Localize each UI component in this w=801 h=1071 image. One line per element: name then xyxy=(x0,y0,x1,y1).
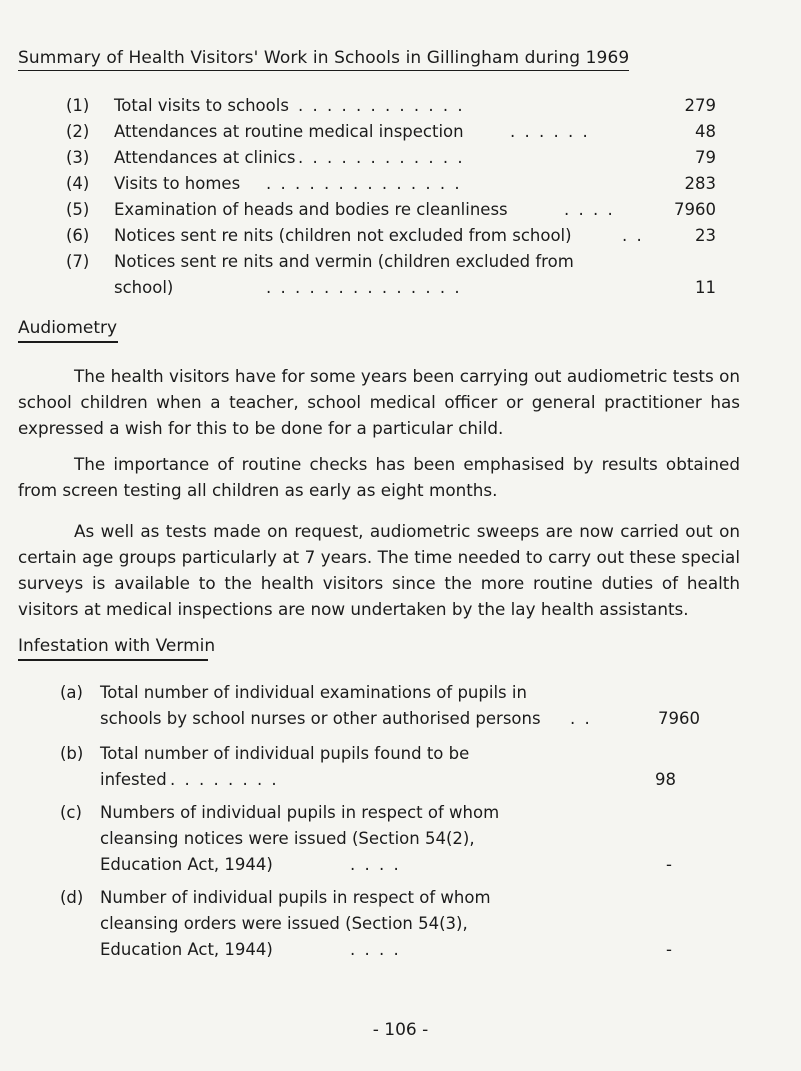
list-item xyxy=(60,885,700,963)
item-line: Total number of individual pupils found to be xyxy=(100,744,470,763)
item-letter: (c) xyxy=(60,803,82,822)
item-value: 11 xyxy=(695,278,716,297)
item-label: Attendances at clinics xyxy=(114,148,296,167)
paragraph-text: The importance of routine checks has been emphasised by results obtained from screen testing all children as early as eight months. xyxy=(18,454,740,500)
item-value: - xyxy=(666,940,672,959)
infestation-heading-text: Infestation with Vermin xyxy=(18,636,216,656)
infestation-heading xyxy=(18,636,215,656)
item-letter: (a) xyxy=(60,683,83,702)
item-label xyxy=(100,885,560,963)
list-item xyxy=(66,148,716,174)
item-line: cleansing notices were issued (Section 54(2), xyxy=(100,829,475,848)
item-line: cleansing orders were issued (Section 54(3), xyxy=(100,914,468,933)
list-item xyxy=(66,200,716,226)
item-number: (7) xyxy=(66,252,90,271)
item-label: Attendances at routine medical inspection xyxy=(114,122,464,141)
leader-dots: . . . . . . xyxy=(510,122,590,141)
audiometry-heading-text: Audiometry xyxy=(18,318,118,338)
item-value: 7960 xyxy=(658,709,700,728)
page-number: - 106 - xyxy=(372,1020,429,1040)
item-value: 98 xyxy=(655,770,676,789)
item-line: Number of individual pupils in respect of whom xyxy=(100,888,491,907)
item-value: 23 xyxy=(695,226,716,245)
item-label: Total visits to schools xyxy=(114,96,289,115)
heading-underline xyxy=(18,659,208,661)
list-item xyxy=(60,741,700,793)
paragraph-text: The health visitors have for some years been carrying out audiometric tests on school children when a teacher, school medical officer or general practitioner has expressed a wish for this to be done for a particular child. xyxy=(18,366,740,438)
item-label xyxy=(100,741,560,793)
item-line: schools by school nurses or other authorised persons xyxy=(100,709,541,728)
item-value: - xyxy=(666,855,672,874)
paragraph-text: As well as tests made on request, audiometric sweeps are now carried out on certain age groups particularly at 7 years. The time needed to carry out these special surveys is available to the health visitors since the more routine duties of health visitors at medical inspections are now undertaken by the lay health assistants. xyxy=(18,521,740,619)
item-label xyxy=(100,680,560,732)
item-line: Total number of individual examinations of pupils in xyxy=(100,683,527,702)
item-line: Education Act, 1944) xyxy=(100,940,273,959)
list-item xyxy=(66,96,716,122)
item-label: Examination of heads and bodies re cleanliness xyxy=(114,200,508,219)
list-item xyxy=(66,122,716,148)
list-item xyxy=(60,800,700,878)
list-item xyxy=(60,680,700,732)
leader-dots: . . . . . . . . . . . . xyxy=(298,96,465,115)
leader-dots: . . . . xyxy=(350,940,401,959)
item-value: 279 xyxy=(684,96,716,115)
item-label xyxy=(100,800,560,878)
item-number: (2) xyxy=(66,122,90,141)
item-value: 48 xyxy=(695,122,716,141)
item-label: Visits to homes xyxy=(114,174,241,193)
item-line: Numbers of individual pupils in respect of whom xyxy=(100,803,500,822)
list-item xyxy=(66,252,716,304)
list-item xyxy=(66,226,716,252)
heading-underline xyxy=(18,341,118,343)
item-letter: (d) xyxy=(60,888,84,907)
leader-dots: . . . . xyxy=(350,855,401,874)
item-value: 283 xyxy=(684,174,716,193)
item-line: Education Act, 1944) xyxy=(100,855,273,874)
leader-dots: . . . . . . . . . . . . . . xyxy=(266,174,462,193)
list-item xyxy=(66,174,716,200)
item-line: infested xyxy=(100,770,167,789)
leader-dots: . . . . xyxy=(564,200,615,219)
leader-dots: . . . . . . . . . . . . xyxy=(298,148,465,167)
paragraph xyxy=(18,518,740,622)
paragraph xyxy=(18,451,740,503)
leader-dots: . . xyxy=(622,226,644,245)
item-number: (5) xyxy=(66,200,90,219)
item-number: (4) xyxy=(66,174,90,193)
item-value: 79 xyxy=(695,148,716,167)
leader-dots: . . xyxy=(570,709,592,728)
leader-dots: . . . . . . . . . . . . . . xyxy=(266,278,462,297)
item-number: (6) xyxy=(66,226,90,245)
item-label: Notices sent re nits (children not excluded from school) xyxy=(114,226,572,245)
item-label: Notices sent re nits and vermin (children excluded from xyxy=(114,252,574,271)
item-number: (3) xyxy=(66,148,90,167)
item-letter: (b) xyxy=(60,744,84,763)
item-label-continued: school) xyxy=(114,278,174,297)
audiometry-heading xyxy=(18,318,117,338)
leader-dots: . . . . . . . . xyxy=(170,770,279,789)
paragraph xyxy=(18,363,740,441)
item-value: 7960 xyxy=(674,200,716,219)
page-title: Summary of Health Visitors' Work in Schools in Gillingham during 1969 xyxy=(18,48,629,71)
item-number: (1) xyxy=(66,96,90,115)
